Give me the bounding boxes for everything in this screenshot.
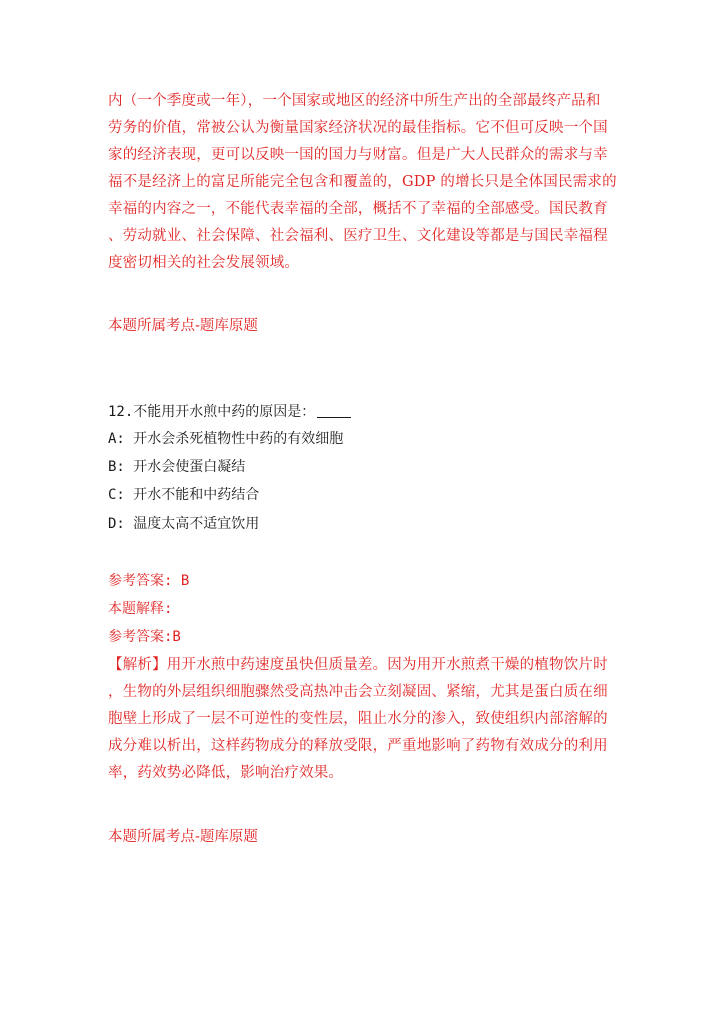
option-c: C: 开水不能和中药结合 <box>108 487 260 503</box>
analysis-line: 率，药效势必降低，影响治疗效果。 <box>108 765 344 781</box>
answer-blank <box>317 403 351 418</box>
analysis-line: 成分难以析出，这样药物成分的释放受限，严重地影响了药物有效成分的利用 <box>108 738 608 754</box>
analysis-line: 度密切相关的社会发展领域。 <box>108 255 300 271</box>
question-stem <box>108 401 351 423</box>
analysis-line: 福不是经济上的富足所能完全包含和覆盖的，GDP 的增长只是全体国民需求的 <box>108 174 617 190</box>
analysis-line: 劳务的价值，常被公认为衡量国家经济状况的最佳指标。它不但可反映一个国 <box>108 120 608 136</box>
analysis-line: 【解析】用开水煎中药速度虽快但质量差。因为用开水煎煮干燥的植物饮片时 <box>108 657 608 673</box>
question-stem-text: 12.不能用开水煎中药的原因是： <box>108 404 316 420</box>
previous-analysis-paragraph <box>108 88 617 277</box>
analysis-line: 幸福的内容之一，不能代表幸福的全部，概括不了幸福的全部感受。国民教育 <box>108 201 608 217</box>
analysis-line: 、劳动就业、社会保障、社会福利、医疗卫生、文化建设等都是与国民幸福程 <box>108 228 608 244</box>
option-d: D: 温度太高不适宜饮用 <box>108 516 260 532</box>
analysis-line: 家的经济表现，更可以反映一国的国力与财富。但是广大人民群众的需求与幸 <box>108 147 608 163</box>
source-note: 本题所属考点-题库原题 <box>108 318 258 334</box>
explanation-label: 本题解释: <box>108 601 173 617</box>
option-a: A: 开水会杀死植物性中药的有效细胞 <box>108 431 344 447</box>
analysis-line: 内（一个季度或一年），一个国家或地区的经济中所生产出的全部最终产品和 <box>108 93 601 109</box>
analysis-line: 胞壁上形成了一层不可逆性的变性层，阻止水分的渗入，致使组织内部溶解的 <box>108 711 608 727</box>
reference-answer-2: 参考答案:B <box>108 629 181 645</box>
question-analysis-paragraph <box>108 652 614 787</box>
option-b: B: 开水会使蛋白凝结 <box>108 459 246 475</box>
source-note-2: 本题所属考点-题库原题 <box>108 829 258 845</box>
analysis-line: ，生物的外层组织细胞骤然受高热冲击会立刻凝固、紧缩，尤其是蛋白质在细 <box>108 684 608 700</box>
reference-answer: 参考答案: B <box>108 573 190 589</box>
